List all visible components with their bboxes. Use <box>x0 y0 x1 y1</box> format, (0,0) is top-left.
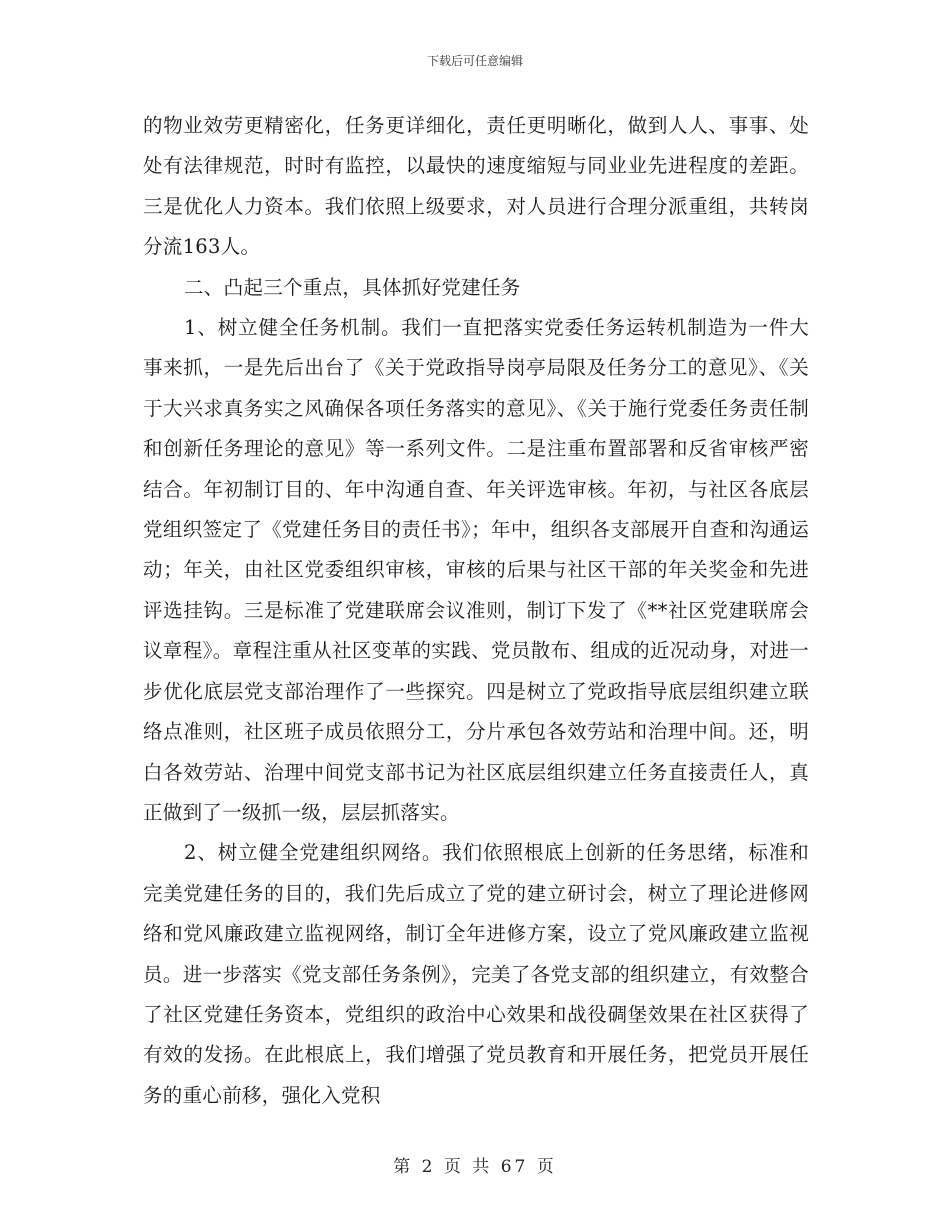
page-number: 第 2 页 共 67 页 <box>393 1157 557 1177</box>
paragraph-work-mechanism: 1、树立健全任务机制。我们一直把落实党委任务运转机制造为一件大事来抓，一是先后出台了《关于党政指导岗亭局限及任务分工的意见》、《关于大兴求真务实之风确保各项任务落实的意见》、《关于施行党委任务责任制和创新任务理论的意见》等一系列文件。二是注重布置部署和反省审核严密结合。年初制订目的、年中沟通自查、年关评选审核。年初，与社区各底层党组织签定了《党建任务目的责任书》；年中，组织各支部展开自查和沟通运动；年关，由社区党委组织审核，审核的后果与社区干部的年关奖金和先进评选挂钩。三是标准了党建联席会议准则，制订下发了《**社区党建联席会议章程》。章程注重从社区变革的实践、党员散布、组成的近况动身，对进一步优化底层党支部治理作了一些探究。四是树立了党政指导底层组织建立联络点准则，社区班子成员依照分工，分片承包各效劳站和治理中间。还，明白各效劳站、治理中间党支部书记为社区底层组织建立任务直接责任人，真正做到了一级抓一级，层层抓落实。 <box>143 316 809 824</box>
document-body <box>143 106 809 1116</box>
page-header-note: 下载后可任意编辑 <box>426 54 523 68</box>
paragraph-continuation: 的物业效劳更精密化，任务更详细化，责任更明晰化，做到人人、事事、处处有法律规范，时时有监控，以最快的速度缩短与同业业先进程度的差距。三是优化人力资本。我们依照上级要求，对人员进行合理分派重组，共转岗分流163人。 <box>143 114 809 259</box>
section-heading: 二、凸起三个重点，具体抓好党建任务 <box>184 275 521 299</box>
paragraph-organization-network: 2、树立健全党建组织网络。我们依照根底上创新的任务思绪，标准和完美党建任务的目的，我们先后成立了党的建立研讨会，树立了理论进修网络和党风廉政建立监视网络，制订全年进修方案，设立了党风廉政建立监视员。进一步落实《党支部任务条例》，完美了各党支部的组织建立，有效整合了社区党建任务资本，党组织的政治中心效果和战役碉堡效果在社区获得了有效的发扬。在此根底上，我们增强了党员教育和开展任务，把党员开展任务的重心前移，强化入党积 <box>143 841 809 1107</box>
